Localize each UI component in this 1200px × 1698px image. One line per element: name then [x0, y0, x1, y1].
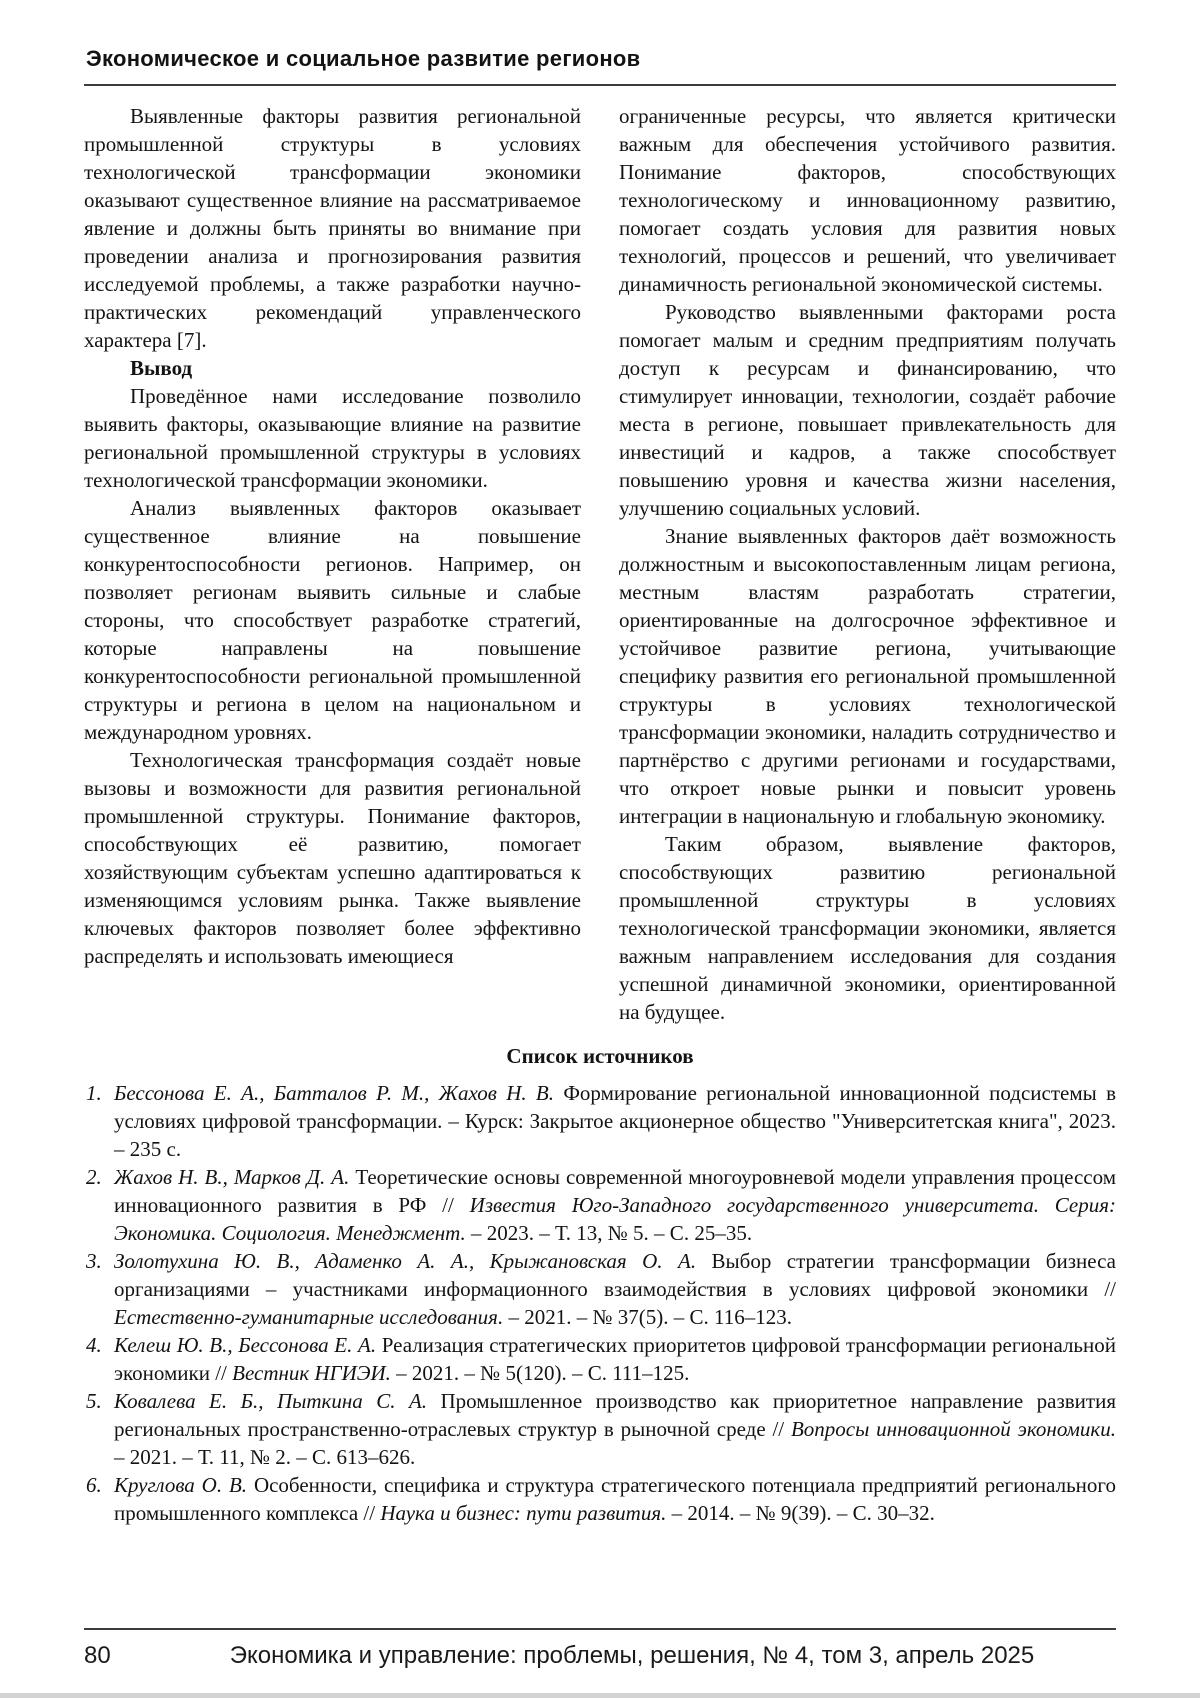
- reference-number: 2.: [86, 1165, 102, 1189]
- reference-text: [114, 1389, 1116, 1469]
- page-bottom-edge: [0, 1693, 1200, 1698]
- reference-text: [114, 1333, 1116, 1385]
- body-paragraph: Выявленные факторы развития региональной промышленной структуры в условиях технологической трансформации экономики оказывают существенное влияние на рассматриваемое явление и должны быть приняты во внимание при проведении анализа и прогнозирования развития исследуемой проблемы, а также разработки научно-практических рекомендаций управленческого характера [7].: [84, 104, 581, 352]
- running-head-title: Экономическое и социальное развитие регионов: [86, 46, 641, 71]
- body-paragraph: Технологическая трансформация создаёт новые вызовы и возможности для развития региональной промышленной структуры. Понимание факторов, способствующих её развитию, помогает хозяйствующим субъектам успешно адаптироваться к изменяющимся условиям рынка. Также выявление ключевых факторов позволяет более эффективно распределять и использовать имеющиеся: [84, 748, 581, 968]
- body-paragraph: Проведённое нами исследование позволило выявить факторы, оказывающие влияние на развитие региональной промышленной структуры в условиях технологической трансформации экономики.: [84, 384, 581, 492]
- page-number: 80: [84, 1642, 111, 1669]
- reference-item: [84, 1079, 1116, 1163]
- reference-number: 4.: [86, 1333, 102, 1357]
- reference-text: [114, 1081, 1116, 1161]
- conclusion-heading: Вывод: [130, 356, 193, 380]
- body-paragraph: Анализ выявленных факторов оказывает существенное влияние на повышение конкурентоспособности регионов. Например, он позволяет регионам выявить сильные и слабые стороны, что способствует разработке стратегий, которые направлены на повышение конкурентоспособности региональной промышленной структуры и региона в целом на национальном и международном уровнях.: [84, 496, 581, 744]
- reference-text: [114, 1473, 1116, 1525]
- reference-segment: Круглова О. В.: [114, 1473, 248, 1497]
- reference-segment: Реализация стратегических приоритетов цифровой трансформации региональной экономики //: [114, 1333, 1116, 1385]
- journal-issue-line: Экономика и управление: проблемы, решения, № 4, том 3, апрель 2025: [229, 1642, 1035, 1669]
- reference-item: [84, 1247, 1116, 1331]
- reference-segment: Промышленное производство как приоритетное направление развития региональных пространственно-отраслевых структур в рыночной среде //: [114, 1389, 1116, 1441]
- reference-segment: Бессонова Е. А., Батталов Р. М., Жахов Н. В.: [114, 1081, 555, 1105]
- reference-item: [84, 1387, 1116, 1471]
- article-body: [84, 102, 1116, 1026]
- reference-segment: Формирование региональной инновационной подсистемы в условиях цифровой трансформации. – Курск: Закрытое акционерное общество "Университетская книга", 2023. – 235 с.: [114, 1081, 1116, 1161]
- reference-segment: – 2021. – № 5(120). – С. 111–125.: [390, 1361, 690, 1385]
- reference-number: 5.: [86, 1389, 102, 1413]
- text-column-left: [84, 102, 581, 1026]
- reference-segment: Естественно-гуманитарные исследования.: [114, 1305, 504, 1329]
- references-title: Список источников: [506, 1044, 694, 1068]
- reference-segment: – 2021. – Т. 11, № 2. – С. 613–626.: [114, 1445, 416, 1469]
- reference-segment: Вестник НГИЭИ.: [232, 1361, 391, 1385]
- page-footer: [84, 1628, 1116, 1670]
- reference-number: 3.: [86, 1249, 102, 1273]
- reference-segment: Золотухина Ю. В., Адаменко А. А., Крыжановская О. А.: [114, 1249, 697, 1273]
- reference-text: [114, 1249, 1116, 1329]
- reference-segment: Жахов Н. В., Марков Д. А.: [114, 1165, 350, 1189]
- references-list: [84, 1079, 1116, 1527]
- header-divider: [84, 84, 1116, 86]
- reference-segment: – 2021. – № 37(5). – С. 116–123.: [503, 1305, 792, 1329]
- reference-segment: Наука и бизнес: пути развития.: [380, 1501, 667, 1525]
- reference-segment: Выбор стратегии трансформации бизнеса организациями – участниками информационного взаимодействия в условиях цифровой экономики //: [114, 1249, 1116, 1301]
- reference-segment: Особенности, специфика и структура стратегического потенциала предприятий регионального промышленного комплекса //: [114, 1473, 1116, 1525]
- reference-number: 1.: [86, 1081, 102, 1105]
- reference-segment: Известия Юго-Западного государственного университета. Серия: Экономика. Социология. Менеджмент.: [114, 1193, 1116, 1245]
- body-paragraph: ограниченные ресурсы, что является критически важным для обеспечения устойчивого развития. Понимание факторов, способствующих технологическому и инновационному развитию, помогает создать условия для развития новых технологий, процессов и решений, что увеличивает динамичность региональной экономической системы.: [619, 104, 1116, 296]
- text-column-right: [619, 102, 1116, 1026]
- reference-segment: Теоретические основы современной многоуровневой модели управления процессом инновационного развития в РФ //: [114, 1165, 1116, 1217]
- reference-segment: Келеш Ю. В., Бессонова Е. А.: [114, 1333, 377, 1357]
- reference-item: [84, 1331, 1116, 1387]
- reference-item: [84, 1163, 1116, 1247]
- reference-item: [84, 1471, 1116, 1527]
- reference-segment: Ковалева Е. Б., Пыткина С. А.: [114, 1389, 428, 1413]
- reference-text: [114, 1165, 1116, 1245]
- body-paragraph: Руководство выявленными факторами роста помогает малым и средним предприятиям получать доступ к ресурсам и финансированию, что стимулирует инновации, технологии, создаёт рабочие места в регионе, повышает привлекательность для инвестиций и кадров, а также способствует повышению уровня и качества жизни населения, улучшению социальных условий.: [619, 300, 1116, 520]
- body-paragraph: Знание выявленных факторов даёт возможность должностным и высокопоставленным лицам региона, местным властям разработать стратегии, ориентированные на долгосрочное эффективное и устойчивое развитие региона, учитывающие специфику развития его региональной промышленной структуры в условиях технологической трансформации экономики, наладить сотрудничество и партнёрство с другими регионами и государствами, что откроет новые рынки и повысит уровень интеграции в национальную и глобальную экономику.: [619, 524, 1116, 828]
- reference-segment: Вопросы инновационной экономики.: [790, 1417, 1117, 1441]
- reference-segment: – 2023. – Т. 13, № 5. – С. 25–35.: [465, 1221, 753, 1245]
- reference-segment: – 2014. – № 9(39). – С. 30–32.: [666, 1501, 935, 1525]
- footer-divider: [84, 1628, 1116, 1630]
- footer-row: [84, 1642, 1116, 1670]
- body-paragraph: Таким образом, выявление факторов, способствующих развитию региональной промышленной структуры в условиях технологической трансформации экономики, является важным направлением исследования для создания успешной динамичной экономики, ориентированной на будущее.: [619, 832, 1116, 1024]
- reference-number: 6.: [86, 1473, 102, 1497]
